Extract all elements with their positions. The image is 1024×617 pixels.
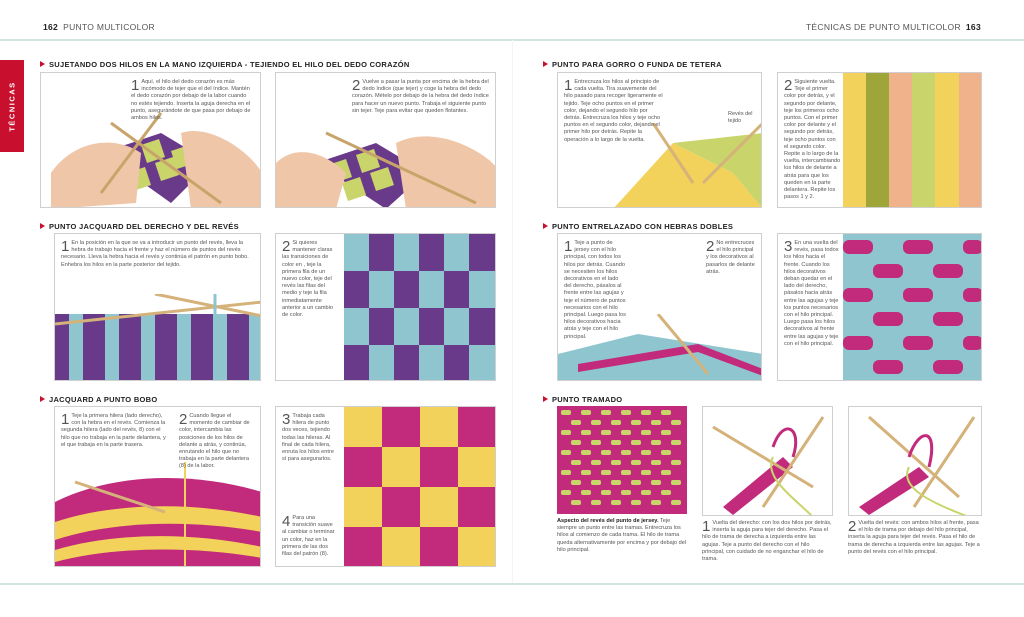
step-caption: 3 Trabaja cada hilera de punto dos veces, tejiendo todas las hileras. Al final de cada hilera, enruta los hilos entre sí para asegurarlos. — [282, 411, 334, 463]
step-caption: 1 Vuelta del derecho: con los dos hilos por detrás, inserta la aguja para tejer del derecho. Pasa el hilo de trama de derecha a izquierda entre las agujas. Teje a punto del derecho con el hilo principal, con cuidado de no enganchar el hilo de trama. — [702, 518, 832, 563]
step-caption: 1 Teje a punto de jersey con el hilo principal, con todos los hilos por detrás. Cuando se necesiten los hilos decorativos en el lado del derecho, pásalos al frente entre las agujas y teje el número de puntos necesarios con el hilo principal. Luego pasa los hilos decorativos hacia atrás y teje con el hilo principal. — [564, 238, 626, 340]
step-caption: 2 Vuelta del revés: con ambos hilos al frente, pasa el hilo de trama por debajo del hilo principal, inserta la aguja para tejer del revés. Pasa el hilo de trama de derecha a izquierda entre las agujas. Teje a punto del revés con el hilo principal. — [848, 518, 980, 555]
book-spine — [512, 40, 513, 583]
section-title-3: JACQUARD A PUNTO BOBO — [40, 395, 158, 404]
step-caption: 1 En la posición en la que se va a introducir un punto del revés, lleva la hebra de trabajo hacia el frente y haz el número de puntos del revés necesario. Lleva la hebra hacia el revés y continúa el patrón en punto bobo. Enhebra los hilos en la parte posterior del tejido. — [61, 238, 249, 268]
step-box-s1-2 — [275, 72, 496, 208]
section-title-5: PUNTO ENTRELAZADO CON HEBRAS DOBLES — [543, 222, 733, 231]
triangle-bullet-icon — [543, 61, 548, 67]
woven-purl-needle-photo — [849, 407, 982, 516]
step-box-s3-3 — [275, 406, 496, 567]
section-title-4: PUNTO PARA GORRO O FUNDA DE TETERA — [543, 60, 722, 69]
jacquard-swatch-photo — [344, 234, 496, 381]
right-page-title: TÉCNICAS DE PUNTO MULTICOLOR — [805, 22, 961, 32]
step-box-s6-2-photo — [848, 406, 982, 516]
section-title-2: PUNTO JACQUARD DEL DERECHO Y DEL REVÉS — [40, 222, 239, 231]
step-caption: Aspecto del revés del punto de jersey. Teje siempre un punto entre las tramas. Entrecruza los hilos al comienzo de cada trama. El hilo de trama queda alternativamente por encima y por debajo del hilo principal. — [557, 518, 687, 553]
step-caption: 2 Cuando llegue el momento de cambiar de color, intercambia las posiciones de los hilos de delante a atrás, y continúa, enrutando el hilo que no trabaja en la parte delantera (8) de la labor. — [179, 411, 250, 470]
step-box-s6-a — [557, 406, 687, 567]
triangle-bullet-icon — [543, 396, 548, 402]
triangle-bullet-icon — [543, 223, 548, 229]
step-caption: 2 No entrecruces el hilo principal y los decorativos al pasarlos de delante atrás. — [706, 238, 755, 275]
triangle-bullet-icon — [40, 223, 45, 229]
left-page-title: PUNTO MULTICOLOR — [63, 22, 155, 32]
step-box-s3-1 — [54, 406, 261, 567]
step-box-s2-2 — [275, 233, 496, 381]
garter-jacquard-needle-photo — [55, 462, 261, 567]
step-caption: 1 Entrecruza los hilos al principio de cada vuelta. Tira suavemente del hilo pasado para recoger ligeramente el tejido. Teje ocho puntos en el primer color, dejando el segundo hilo por detrás. Entrecruza los hilos y teje ocho puntos en el segundo color, dejando el primer hilo por detrás. Repite la operación a lo largo de la vuelta. — [564, 77, 663, 143]
triangle-bullet-icon — [40, 61, 45, 67]
step-box-s4-2 — [777, 72, 982, 208]
bottom-rule — [0, 583, 1024, 585]
triangle-bullet-icon — [40, 396, 45, 402]
step-caption: 4 Para una transición suave al cambiar o terminar un color, haz en la primera de las dos filas del patrón (8). — [282, 513, 335, 558]
step-caption: 2 Si quieres mantener claras las transiciones de color en , teje la primera fila de un nuevo color, teje del revés las filas del medio y teje la fila inmediatamente anterior a un cambio de color. — [282, 238, 333, 319]
tea-cozy-swatch-photo — [843, 73, 982, 208]
step-caption: 1 Teje la primera hilera (lado derecho), con la hebra en el revés. Comienza la segunda hilera (lado del revés, 8) con el hilo que no trabaja en la parte delantera, y el que trabaja en la parte trasera. — [61, 411, 166, 448]
chapter-tab-label: TÉCNICAS — [7, 80, 17, 132]
jacquard-needle-photo — [55, 294, 261, 381]
step-caption: 3 En una vuelta del revés, pasa todos los hilos hacia el frente. Cuando los hilos decorativos deban quedar en el lado del derecho, pásalos hacia atrás entre las agujas y teje los puntos necesarios con el hilo principal. Luego pasa los hilos decorativos al frente entre las agujas y teje con el hilo principal. — [784, 238, 839, 347]
step-box-s6-1-photo — [702, 406, 833, 516]
step-caption: 1 Aquí, el hilo del dedo corazón es más incómodo de tejer que el del índice. Mantén el dedo corazón por debajo de la labor cuando no estés tejiendo. Inserta la aguja derecha en el punto, asegurándote de que pasa por debajo de ambos hilos. — [131, 77, 251, 122]
step-box-s4-1 — [557, 72, 762, 208]
step-box-s1-1 — [40, 72, 261, 208]
left-page-number: 162 — [43, 22, 59, 32]
step-caption: 2 Vuelve a pasar la punta por encima de la hebra del dedo índice (que tejer) y coge la hebra del dedo corazón. Mételo por debajo de la hebra del dedo índice para hacer un nuevo punto. Trabaja el siguiente punto sin tejer. Teje para evitar que queden flotantes. — [352, 77, 489, 114]
right-page-header — [806, 22, 986, 32]
double-strand-swatch-photo — [843, 234, 982, 381]
left-page-header — [38, 22, 155, 32]
step-box-s5-3 — [777, 233, 982, 381]
garter-jacquard-swatch-photo — [344, 407, 496, 567]
step-box-s2-1 — [54, 233, 261, 381]
section-title-6: PUNTO TRAMADO — [543, 395, 622, 404]
woven-knit-needle-photo — [703, 407, 833, 516]
wrong-side-label: Revés del tejido — [728, 111, 753, 124]
woven-swatch-photo — [557, 406, 687, 514]
section-title-1: SUJETANDO DOS HILOS EN LA MANO IZQUIERDA - TEJIENDO EL HILO DEL DEDO CORAZÓN — [40, 60, 410, 69]
step-caption: 2 Siguiente vuelta. Teje el primer color por detrás, y el segundo por delante, teje los primeros ocho puntos. Con el primer color por delante y el segundo por detrás, teje ocho puntos con el segundo color. Repite a lo largo de la vuelta, intercambiando los hilos de delante a atrás para que los queden en la parte delantera. Repite los pasos 1 y 2. — [784, 77, 841, 201]
step-box-s5-1 — [557, 233, 762, 381]
right-page-number: 163 — [965, 22, 981, 32]
